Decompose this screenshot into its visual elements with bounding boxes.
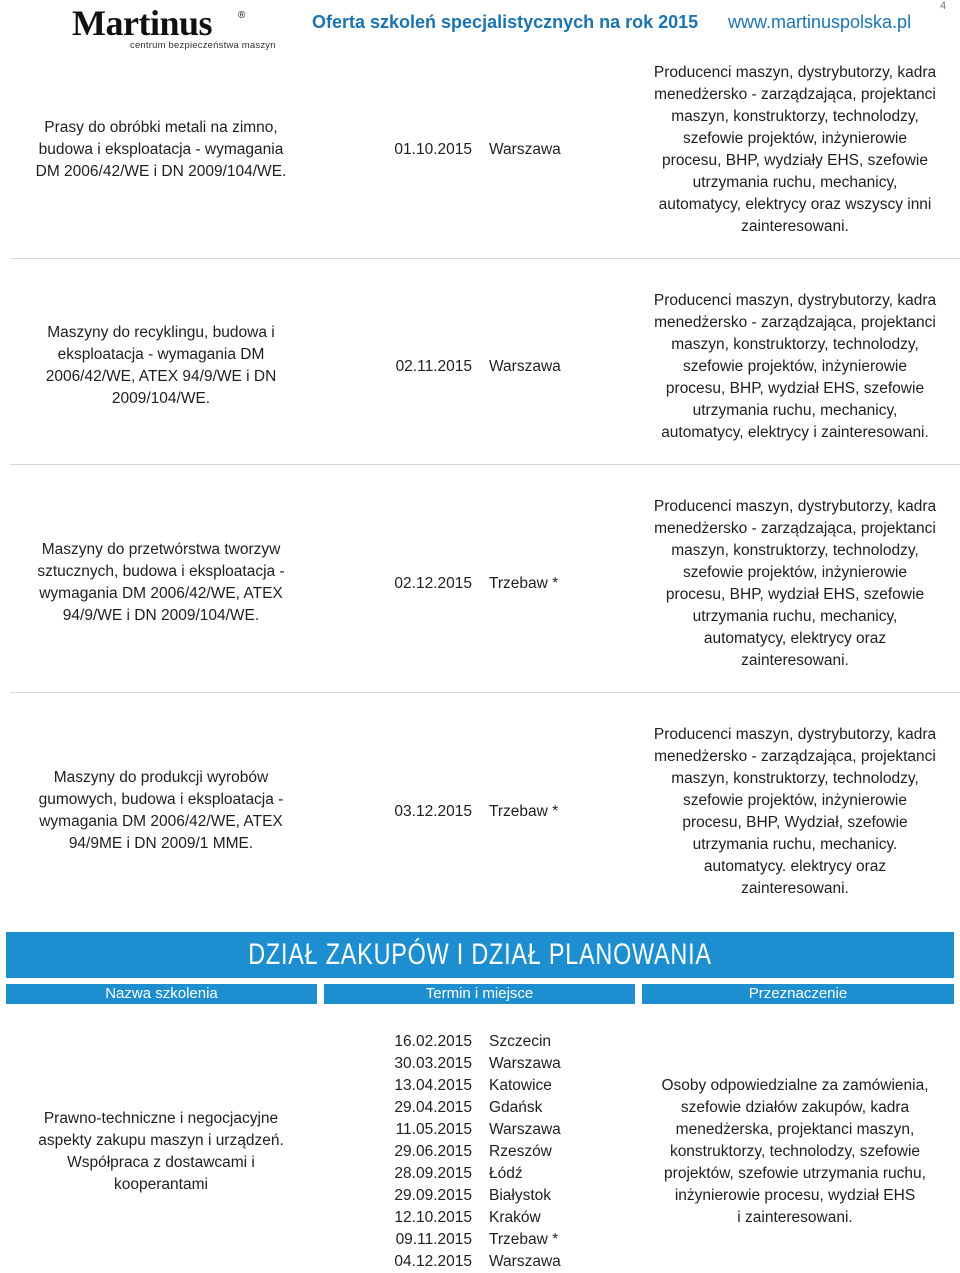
place-line: Warszawa	[489, 1121, 561, 1138]
date-line: 29.04.2015	[394, 1099, 472, 1116]
text-line: Maszyny do przetwórstwa tworzyw	[41, 541, 281, 558]
training-audience	[636, 1075, 954, 1229]
text-line: szefowie projektów, inżynierowie	[683, 358, 907, 375]
text-line: procesu, BHP, wydział EHS, szefowie	[665, 380, 925, 397]
place-line: Warszawa	[489, 1253, 561, 1270]
training-name	[16, 767, 306, 855]
place-line: Kraków	[489, 1209, 541, 1226]
training-place	[489, 139, 619, 161]
offer-title: Oferta szkoleń specjalistycznych na rok 2015	[312, 12, 699, 32]
page-number: 4	[940, 0, 947, 12]
text-line: 94/9/WE i DN 2009/104/WE.	[62, 607, 260, 624]
text-line: utrzymania ruchu, mechanicy,	[692, 174, 898, 191]
logo-registered-mark: ®	[238, 10, 246, 21]
text-line: aspekty zakupu maszyn i urządzeń.	[38, 1132, 284, 1149]
text-line: utrzymania ruchu, mechanicy,	[692, 608, 898, 625]
training-audience	[636, 290, 954, 444]
column-header-audience: Przeznaczenie	[642, 984, 954, 1004]
text-line: inżynierowie procesu, wydział EHS	[674, 1187, 916, 1204]
training-audience	[636, 724, 954, 900]
training-name	[16, 117, 306, 183]
text-line: gumowych, budowa i eksploatacja -	[38, 791, 284, 808]
text-line: zainteresowani.	[741, 218, 849, 235]
text-line: maszyn, konstruktorzy, technolodzy,	[671, 542, 919, 559]
logo-wordmark: Martinus	[72, 3, 212, 43]
date-line: 04.12.2015	[394, 1253, 472, 1270]
date-line: 29.06.2015	[394, 1143, 472, 1160]
text-line: Producenci maszyn, dystrybutorzy, kadra	[653, 726, 937, 743]
text-line: wymagania DM 2006/42/WE, ATEX	[39, 585, 283, 602]
text-line: menedżersko - zarządzająca, projektanci	[654, 520, 936, 537]
date-line: 11.05.2015	[395, 1121, 472, 1138]
place-line: Warszawa	[489, 141, 561, 158]
text-line: szefowie projektów, inżynierowie	[683, 564, 907, 581]
text-line: utrzymania ruchu, mechanicy,	[692, 402, 898, 419]
text-line: automatycy, elektrycy oraz	[703, 630, 887, 647]
text-line: Maszyny do produkcji wyrobów	[53, 769, 269, 786]
training-places	[489, 1031, 619, 1273]
text-line: budowa i eksploatacja - wymagania	[38, 141, 284, 158]
column-header-date-place: Termin i miejsce	[324, 984, 635, 1004]
text-line: procesu, BHP, wydziały EHS, szefowie	[662, 152, 928, 169]
text-line: menedżersko - zarządzająca, projektanci	[654, 314, 936, 331]
place-line: Rzeszów	[489, 1143, 552, 1160]
date-line: 03.12.2015	[394, 803, 472, 820]
text-line: automatycy, elektrycy oraz wszyscy inni	[658, 196, 932, 213]
text-line: automatycy. elektrycy oraz	[703, 858, 887, 875]
training-audience	[636, 62, 954, 238]
text-line: Osoby odpowiedzialne za zamówienia,	[661, 1077, 929, 1094]
text-line: Prawno-techniczne i negocjacyjne	[43, 1110, 279, 1127]
place-line: Gdańsk	[489, 1099, 543, 1116]
text-line: menedżersko - zarządzająca, projektanci	[654, 86, 936, 103]
row-divider	[10, 258, 960, 259]
text-line: menedżersko - zarządzająca, projektanci	[654, 748, 936, 765]
place-line: Trzebaw *	[489, 575, 559, 592]
date-line: 13.04.2015	[394, 1077, 472, 1094]
text-line: wymagania DM 2006/42/WE, ATEX	[39, 813, 283, 830]
text-line: eksploatacja - wymagania DM	[57, 346, 265, 363]
text-line: i zainteresowani.	[737, 1209, 853, 1226]
text-line: projektów, szefowie utrzymania ruchu,	[664, 1165, 926, 1182]
training-name	[16, 1108, 306, 1196]
training-date	[378, 356, 472, 378]
text-line: automatycy, elektrycy i zainteresowani.	[661, 424, 929, 441]
text-line: Współpraca z dostawcami i	[67, 1154, 255, 1171]
logo-subtitle: centrum bezpieczeństwa maszyn	[130, 40, 276, 51]
text-line: sztucznych, budowa i eksploatacja -	[37, 563, 285, 580]
text-line: 2009/104/WE.	[111, 390, 211, 407]
training-date	[378, 139, 472, 161]
date-line: 09.11.2015	[395, 1231, 472, 1248]
training-dates	[378, 1031, 472, 1273]
training-name	[16, 539, 306, 627]
column-header-name: Nazwa szkolenia	[6, 984, 317, 1004]
training-place	[489, 801, 619, 823]
training-place	[489, 573, 619, 595]
row-divider	[10, 692, 960, 693]
date-line: 02.11.2015	[395, 358, 472, 375]
training-date	[378, 573, 472, 595]
page-header	[0, 0, 960, 56]
text-line: menedżerska, projektanci maszyn,	[675, 1121, 915, 1138]
text-line: utrzymania ruchu, mechanicy.	[692, 836, 898, 853]
text-line: procesu, BHP, Wydział, szefowie	[682, 814, 908, 831]
text-line: Producenci maszyn, dystrybutorzy, kadra	[653, 64, 937, 81]
section-banner	[6, 932, 954, 978]
place-line: Katowice	[489, 1077, 552, 1094]
date-line: 02.12.2015	[394, 575, 472, 592]
training-name	[16, 322, 306, 410]
text-line: zainteresowani.	[741, 880, 849, 897]
date-line: 12.10.2015	[394, 1209, 472, 1226]
training-place	[489, 356, 619, 378]
text-line: maszyn, konstruktorzy, technolodzy,	[671, 770, 919, 787]
row-divider	[10, 464, 960, 465]
place-line: Warszawa	[489, 358, 561, 375]
text-line: Producenci maszyn, dystrybutorzy, kadra	[653, 292, 937, 309]
text-line: DM 2006/42/WE i DN 2009/104/WE.	[35, 163, 287, 180]
website-link[interactable]: www.martinuspolska.pl	[728, 12, 912, 32]
text-line: Maszyny do recyklingu, budowa i	[47, 324, 275, 341]
training-audience	[636, 496, 954, 672]
place-line: Trzebaw *	[489, 1231, 559, 1248]
date-line: 01.10.2015	[394, 141, 472, 158]
text-line: Prasy do obróbki metali na zimno,	[44, 119, 278, 136]
place-line: Łódź	[489, 1165, 523, 1182]
text-line: szefowie działów zakupów, kadra	[680, 1099, 910, 1116]
date-line: 29.09.2015	[394, 1187, 472, 1204]
text-line: maszyn, konstruktorzy, technolodzy,	[671, 108, 919, 125]
date-line: 28.09.2015	[394, 1165, 472, 1182]
text-line: procesu, BHP, wydział EHS, szefowie	[665, 586, 925, 603]
text-line: Producenci maszyn, dystrybutorzy, kadra	[653, 498, 937, 515]
text-line: szefowie projektów, inżynierowie	[683, 130, 907, 147]
place-line: Trzebaw *	[489, 803, 559, 820]
place-line: Białystok	[489, 1187, 552, 1204]
text-line: 2006/42/WE, ATEX 94/9/WE i DN	[45, 368, 277, 385]
text-line: maszyn, konstruktorzy, technolodzy,	[671, 336, 919, 353]
text-line: konstruktorzy, technolodzy, szefowie	[669, 1143, 921, 1160]
text-line: szefowie projektów, inżynierowie	[683, 792, 907, 809]
martinus-logo	[72, 3, 276, 51]
text-line: zainteresowani.	[741, 652, 849, 669]
section-title: DZIAŁ ZAKUPÓW I DZIAŁ PLANOWANIA	[248, 938, 712, 971]
place-line: Warszawa	[489, 1055, 561, 1072]
training-date	[378, 801, 472, 823]
date-line: 16.02.2015	[394, 1033, 472, 1050]
place-line: Szczecin	[489, 1033, 552, 1050]
text-line: 94/9ME i DN 2009/1 MME.	[68, 835, 254, 852]
text-line: kooperantami	[114, 1176, 208, 1193]
date-line: 30.03.2015	[394, 1055, 472, 1072]
